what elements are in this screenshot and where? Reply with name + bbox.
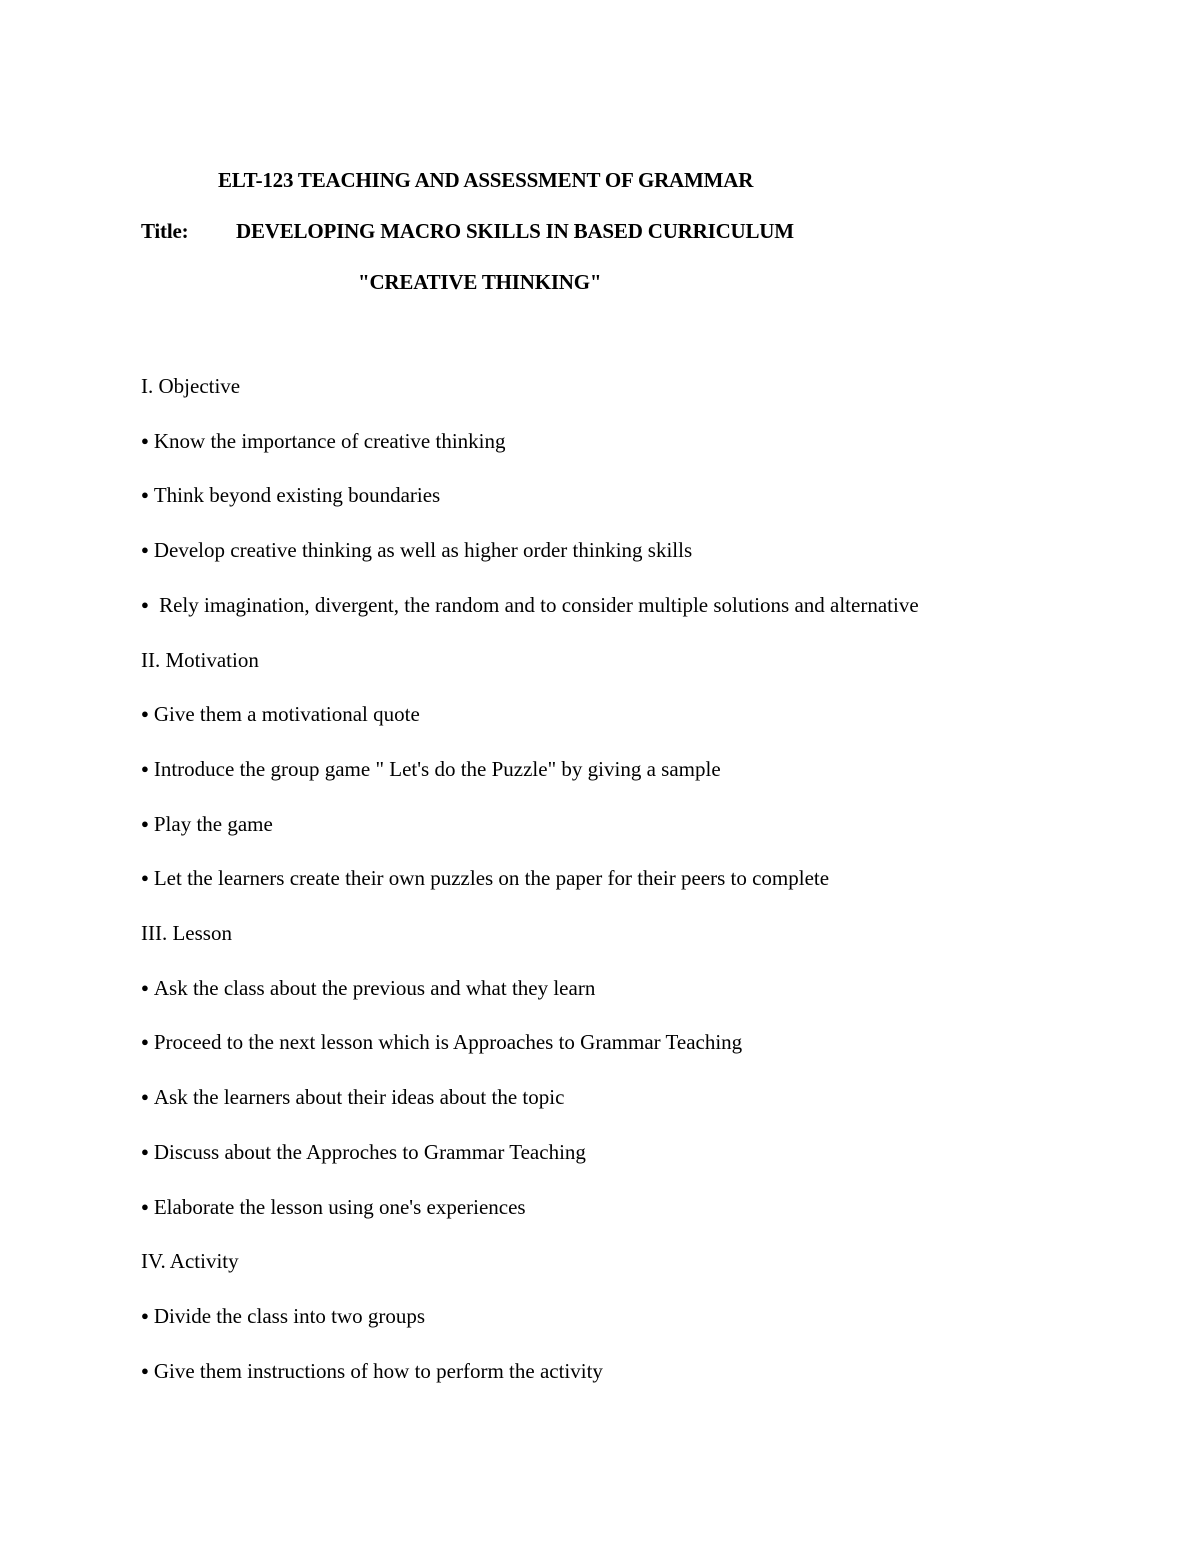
list-item-text: Elaborate the lesson using one's experiences bbox=[153, 1194, 526, 1219]
list-item bbox=[141, 866, 829, 890]
bullet-icon: ● bbox=[141, 432, 149, 448]
list-item-text: Develop creative thinking as well as higher order thinking skills bbox=[153, 538, 693, 563]
list-item-text: Give them instructions of how to perform the activity bbox=[153, 1358, 603, 1383]
section-heading: I. Objective bbox=[141, 374, 241, 398]
list-item bbox=[141, 702, 420, 726]
list-item-text: Divide the class into two groups bbox=[153, 1303, 426, 1328]
title-label: Title: bbox=[141, 219, 189, 243]
bullet-icon: ● bbox=[141, 760, 149, 776]
list-item bbox=[141, 757, 721, 781]
list-item bbox=[141, 1140, 586, 1164]
list-item bbox=[141, 483, 440, 507]
list-item bbox=[141, 538, 692, 562]
bullet-icon: ● bbox=[141, 1089, 149, 1105]
bullet-icon: ● bbox=[141, 542, 149, 558]
bullet-icon: ● bbox=[141, 1034, 149, 1050]
list-item-text: Introduce the group game " Let's do the Puzzle" by giving a sample bbox=[153, 756, 721, 781]
document-title: DEVELOPING MACRO SKILLS IN BASED CURRICULUM bbox=[236, 219, 794, 243]
list-item-text: Let the learners create their own puzzles on the paper for their peers to complete bbox=[153, 866, 830, 891]
list-item bbox=[141, 812, 273, 836]
list-item bbox=[141, 1359, 603, 1383]
bullet-icon: ● bbox=[141, 596, 149, 612]
list-item-text: Ask the learners about their ideas about the topic bbox=[153, 1085, 565, 1110]
list-item-text: Play the game bbox=[153, 811, 273, 836]
document-subtitle: "CREATIVE THINKING" bbox=[358, 270, 602, 294]
list-item-text: Proceed to the next lesson which is Approaches to Grammar Teaching bbox=[153, 1030, 743, 1055]
list-item bbox=[141, 429, 506, 453]
list-item bbox=[141, 593, 919, 617]
list-item bbox=[141, 1195, 526, 1219]
list-item-text: Know the importance of creative thinking bbox=[153, 428, 506, 453]
bullet-icon: ● bbox=[141, 1198, 149, 1214]
list-item-text: Ask the class about the previous and what they learn bbox=[153, 975, 596, 1000]
section-heading: III. Lesson bbox=[141, 921, 232, 945]
section-heading: II. Motivation bbox=[141, 647, 259, 672]
bullet-icon: ● bbox=[141, 1307, 149, 1323]
bullet-icon: ● bbox=[141, 815, 149, 831]
list-item bbox=[141, 1085, 564, 1109]
list-item bbox=[141, 1030, 742, 1054]
list-item-text: Think beyond existing boundaries bbox=[153, 483, 441, 508]
section-heading: IV. Activity bbox=[141, 1249, 239, 1274]
bullet-icon: ● bbox=[141, 1362, 149, 1378]
list-item-text: Give them a motivational quote bbox=[153, 702, 420, 727]
list-item-text: Rely imagination, divergent, the random and to consider multiple solutions and alternative bbox=[153, 592, 919, 617]
bullet-icon: ● bbox=[141, 706, 149, 722]
bullet-icon: ● bbox=[141, 979, 149, 995]
course-title: ELT-123 TEACHING AND ASSESSMENT OF GRAMMAR bbox=[218, 168, 754, 192]
list-item bbox=[141, 976, 595, 1000]
list-item-text: Discuss about the Approches to Grammar Teaching bbox=[153, 1139, 586, 1164]
bullet-icon: ● bbox=[141, 1143, 149, 1159]
list-item bbox=[141, 1304, 425, 1328]
bullet-icon: ● bbox=[141, 870, 149, 886]
bullet-icon: ● bbox=[141, 487, 149, 503]
